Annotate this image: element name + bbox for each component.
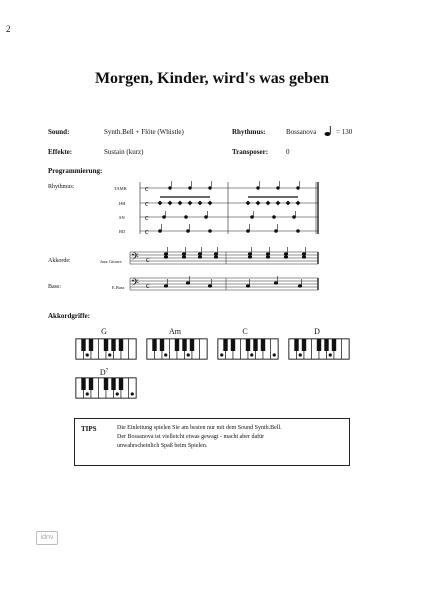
black-key xyxy=(81,378,85,390)
black-key xyxy=(261,339,265,351)
black-key xyxy=(104,378,108,390)
chord-name-d7-root: D xyxy=(99,368,106,377)
tips-label: TIPS xyxy=(81,425,97,433)
idnv-watermark: idnv xyxy=(36,531,58,545)
instrument-sn: SN xyxy=(119,215,125,220)
svg-text:c: c xyxy=(146,281,150,290)
sound-label: Sound: xyxy=(48,128,70,136)
black-key xyxy=(317,339,321,351)
chord-name-c: C xyxy=(242,327,248,336)
svg-text:c: c xyxy=(145,213,149,222)
black-key xyxy=(253,339,257,351)
pressed-key-dot xyxy=(273,353,276,356)
keyboard-2 xyxy=(147,339,207,359)
chord-name-am: Am xyxy=(169,327,181,336)
white-key xyxy=(129,339,137,359)
pressed-key-dot xyxy=(116,392,119,395)
pressed-key-dot xyxy=(108,353,111,356)
effects-value: Sustain (kurz) xyxy=(104,148,144,156)
tips-line-3: unwahrscheinlich Spaß beim Spielen. xyxy=(117,443,208,449)
svg-text:𝄢: 𝄢 xyxy=(131,277,139,291)
black-key xyxy=(332,339,336,351)
black-key xyxy=(89,339,93,351)
chord-name-d: D xyxy=(314,327,320,336)
svg-text:𝄢: 𝄢 xyxy=(131,251,139,265)
chord-name-g: G xyxy=(101,327,107,336)
keyboard-3 xyxy=(218,339,278,359)
bass-row-label: Bass: xyxy=(48,284,62,290)
black-key xyxy=(111,339,115,351)
pressed-key-dot xyxy=(131,392,134,395)
pressed-key-dot xyxy=(86,392,89,395)
chord-name-d7-superscript: 7 xyxy=(105,368,109,374)
black-key xyxy=(294,339,298,351)
keyboard-4 xyxy=(289,339,349,359)
tips-line-1: Die Einleitung spielen Sie am besten nur mit dem Sound Synth.Bell. xyxy=(117,425,282,431)
rhythm-label: Rhythmus: xyxy=(232,128,266,136)
black-key xyxy=(160,339,164,351)
tips-line-2: Der Bossanova ist vielleicht etwas gewagt - macht aber dafür xyxy=(117,434,265,440)
transposer-value: 0 xyxy=(286,148,290,156)
bass-instrument: E.Bass xyxy=(112,285,125,290)
tips-text xyxy=(117,424,345,451)
instrument-bd: BD xyxy=(119,229,126,234)
page-title: Morgen, Kinder, wird's was geben xyxy=(94,70,330,87)
black-key xyxy=(81,339,85,351)
black-key xyxy=(111,378,115,390)
svg-text:c: c xyxy=(145,199,149,208)
tips-box xyxy=(74,418,350,466)
transposer-label: Transposer: xyxy=(232,148,269,156)
black-key xyxy=(223,339,227,351)
svg-text:c: c xyxy=(146,255,150,264)
chords-instrument: Jazz Gitarre xyxy=(100,259,122,264)
pressed-key-dot xyxy=(86,353,89,356)
pressed-key-dot xyxy=(329,353,332,356)
tempo-value: = 130 xyxy=(336,128,353,136)
svg-text:c: c xyxy=(145,184,149,193)
pressed-key-dot xyxy=(299,353,302,356)
black-key xyxy=(152,339,156,351)
sound-value: Synth.Bell + Flöte (Whistle) xyxy=(104,128,184,136)
effects-label: Effekte: xyxy=(48,148,73,156)
black-key xyxy=(119,339,123,351)
chords-row-label: Akkorde: xyxy=(48,258,71,264)
pressed-key-dot xyxy=(164,353,167,356)
instrument-hh: HH xyxy=(119,201,126,206)
black-key xyxy=(104,339,108,351)
white-key xyxy=(342,339,350,359)
rhythm-value: Bossanova xyxy=(286,128,317,136)
white-key xyxy=(200,339,208,359)
black-key xyxy=(324,339,328,351)
black-key xyxy=(231,339,235,351)
black-key xyxy=(302,339,306,351)
black-key xyxy=(182,339,186,351)
svg-text:c: c xyxy=(145,227,149,236)
black-key xyxy=(175,339,179,351)
black-key xyxy=(89,378,93,390)
keyboard-5 xyxy=(76,378,136,398)
keyboard-1 xyxy=(76,339,136,359)
black-key xyxy=(246,339,250,351)
page-number: 2 xyxy=(6,24,11,34)
black-key xyxy=(190,339,194,351)
pressed-key-dot xyxy=(250,353,253,356)
rhythm-row-label: Rhythmus: xyxy=(48,184,75,190)
black-key xyxy=(119,378,123,390)
pressed-key-dot xyxy=(187,353,190,356)
pressed-key-dot xyxy=(220,353,223,356)
chord-grips-heading: Akkordgriffe: xyxy=(48,312,90,320)
programming-heading: Programmierung: xyxy=(48,167,103,175)
instrument-tamb: TAMB xyxy=(114,186,127,191)
